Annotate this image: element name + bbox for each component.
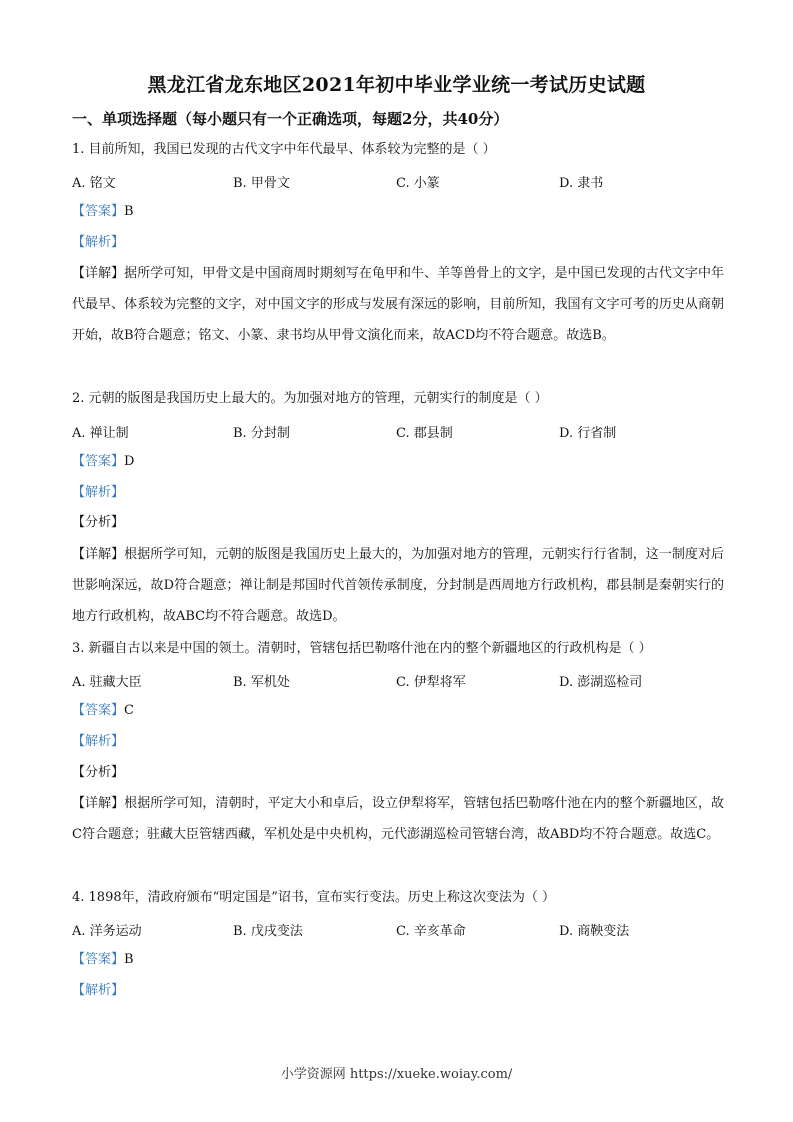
question-4-stem: 4. 1898年，清政府颁布“明定国是”诏书，宣布实行变法。历史上称这次变法为（ ）	[72, 890, 556, 905]
option-c: C. 伊犁将军	[396, 675, 466, 690]
option-b: B. 戊戌变法	[233, 924, 303, 939]
answer-value: B	[124, 952, 134, 967]
answer-value: B	[124, 204, 134, 219]
option-d: D. 行省制	[559, 426, 617, 441]
answer-line	[72, 203, 134, 221]
question-2-detail: 【详解】根据所学可知，元朝的版图是我国历史上最大的，为加强对地方的管理，元朝实行行省制，这一制度对后世影响深远，故D符合题意；禅让制是邦国时代首领传承制度，分封制是西周地方行政机构，郡县制是秦朝实行的地方行政机构，故ABC均不符合题意。故选D。	[72, 547, 724, 624]
option-d: D. 隶书	[559, 176, 604, 191]
option-a: A. 洋务运动	[72, 924, 142, 939]
footer-watermark: 小学资源网 https://xueke.woiay.com/	[280, 1067, 513, 1082]
option-c: C. 辛亥革命	[396, 924, 466, 939]
question-3-options	[72, 671, 732, 689]
question-4-options	[72, 920, 732, 938]
fenxi-tag: 【分析】	[72, 515, 125, 530]
analysis-tag: 【解析】	[72, 734, 125, 749]
analysis-tag: 【解析】	[72, 235, 125, 250]
section-heading: 一、单项选择题（每小题只有一个正确选项，每题2分，共40分）	[72, 110, 509, 128]
answer-tag: 【答案】	[72, 204, 125, 219]
option-b: B. 甲骨文	[233, 176, 290, 191]
answer-value: D	[124, 454, 135, 469]
question-2-options	[72, 422, 732, 440]
option-a: A. 铭文	[72, 176, 116, 191]
option-b: B. 分封制	[233, 426, 290, 441]
question-2-stem: 2. 元朝的版图是我国历史上最大的。为加强对地方的管理，元朝实行的制度是（ ）	[72, 391, 548, 406]
answer-tag: 【答案】	[72, 454, 125, 469]
option-b: B. 军机处	[233, 675, 290, 690]
answer-line	[72, 453, 134, 471]
option-d: D. 澎湖巡检司	[559, 675, 643, 690]
answer-line	[72, 951, 134, 969]
option-c: C. 小篆	[396, 176, 440, 191]
option-d: D. 商鞅变法	[559, 924, 630, 939]
analysis-tag: 【解析】	[72, 485, 125, 500]
question-1-detail: 【详解】据所学可知，甲骨文是中国商周时期刻写在龟甲和牛、羊等兽骨上的文字，是中国已发现的古代文字中年代最早、体系较为完整的文字，对中国文字的形成与发展有深远的影响，目前所知，我国有文字可考的历史从商朝开始，故B符合题意；铭文、小篆、隶书均从甲骨文演化而来，故ACD均不符合题意。故选B。	[72, 266, 724, 343]
question-1-stem: 1. 目前所知，我国已发现的古代文字中年代最早、体系较为完整的是（ ）	[72, 142, 496, 157]
question-3-detail: 【详解】根据所学可知，清朝时，平定大小和卓后，设立伊犁将军，管辖包括巴勒喀什池在内的整个新疆地区，故C符合题意；驻藏大臣管辖西藏，军机处是中央机构，元代澎湖巡检司管辖台湾，故ABD均不符合题意。故选C。	[72, 796, 724, 842]
option-a: A. 驻藏大臣	[72, 675, 142, 690]
answer-line	[72, 702, 134, 720]
question-1-options	[72, 172, 732, 190]
analysis-tag: 【解析】	[72, 983, 125, 998]
fenxi-tag: 【分析】	[72, 765, 125, 780]
answer-tag: 【答案】	[72, 703, 125, 718]
option-c: C. 郡县制	[396, 426, 453, 441]
answer-value: C	[124, 703, 134, 718]
answer-tag: 【答案】	[72, 952, 125, 967]
option-a: A. 禅让制	[72, 426, 129, 441]
exam-title: 黑龙江省龙东地区2021年初中毕业学业统一考试历史试题	[147, 74, 646, 96]
question-3-stem: 3. 新疆自古以来是中国的领土。清朝时，管辖包括巴勒喀什池在内的整个新疆地区的行政机构是（ ）	[72, 641, 652, 656]
